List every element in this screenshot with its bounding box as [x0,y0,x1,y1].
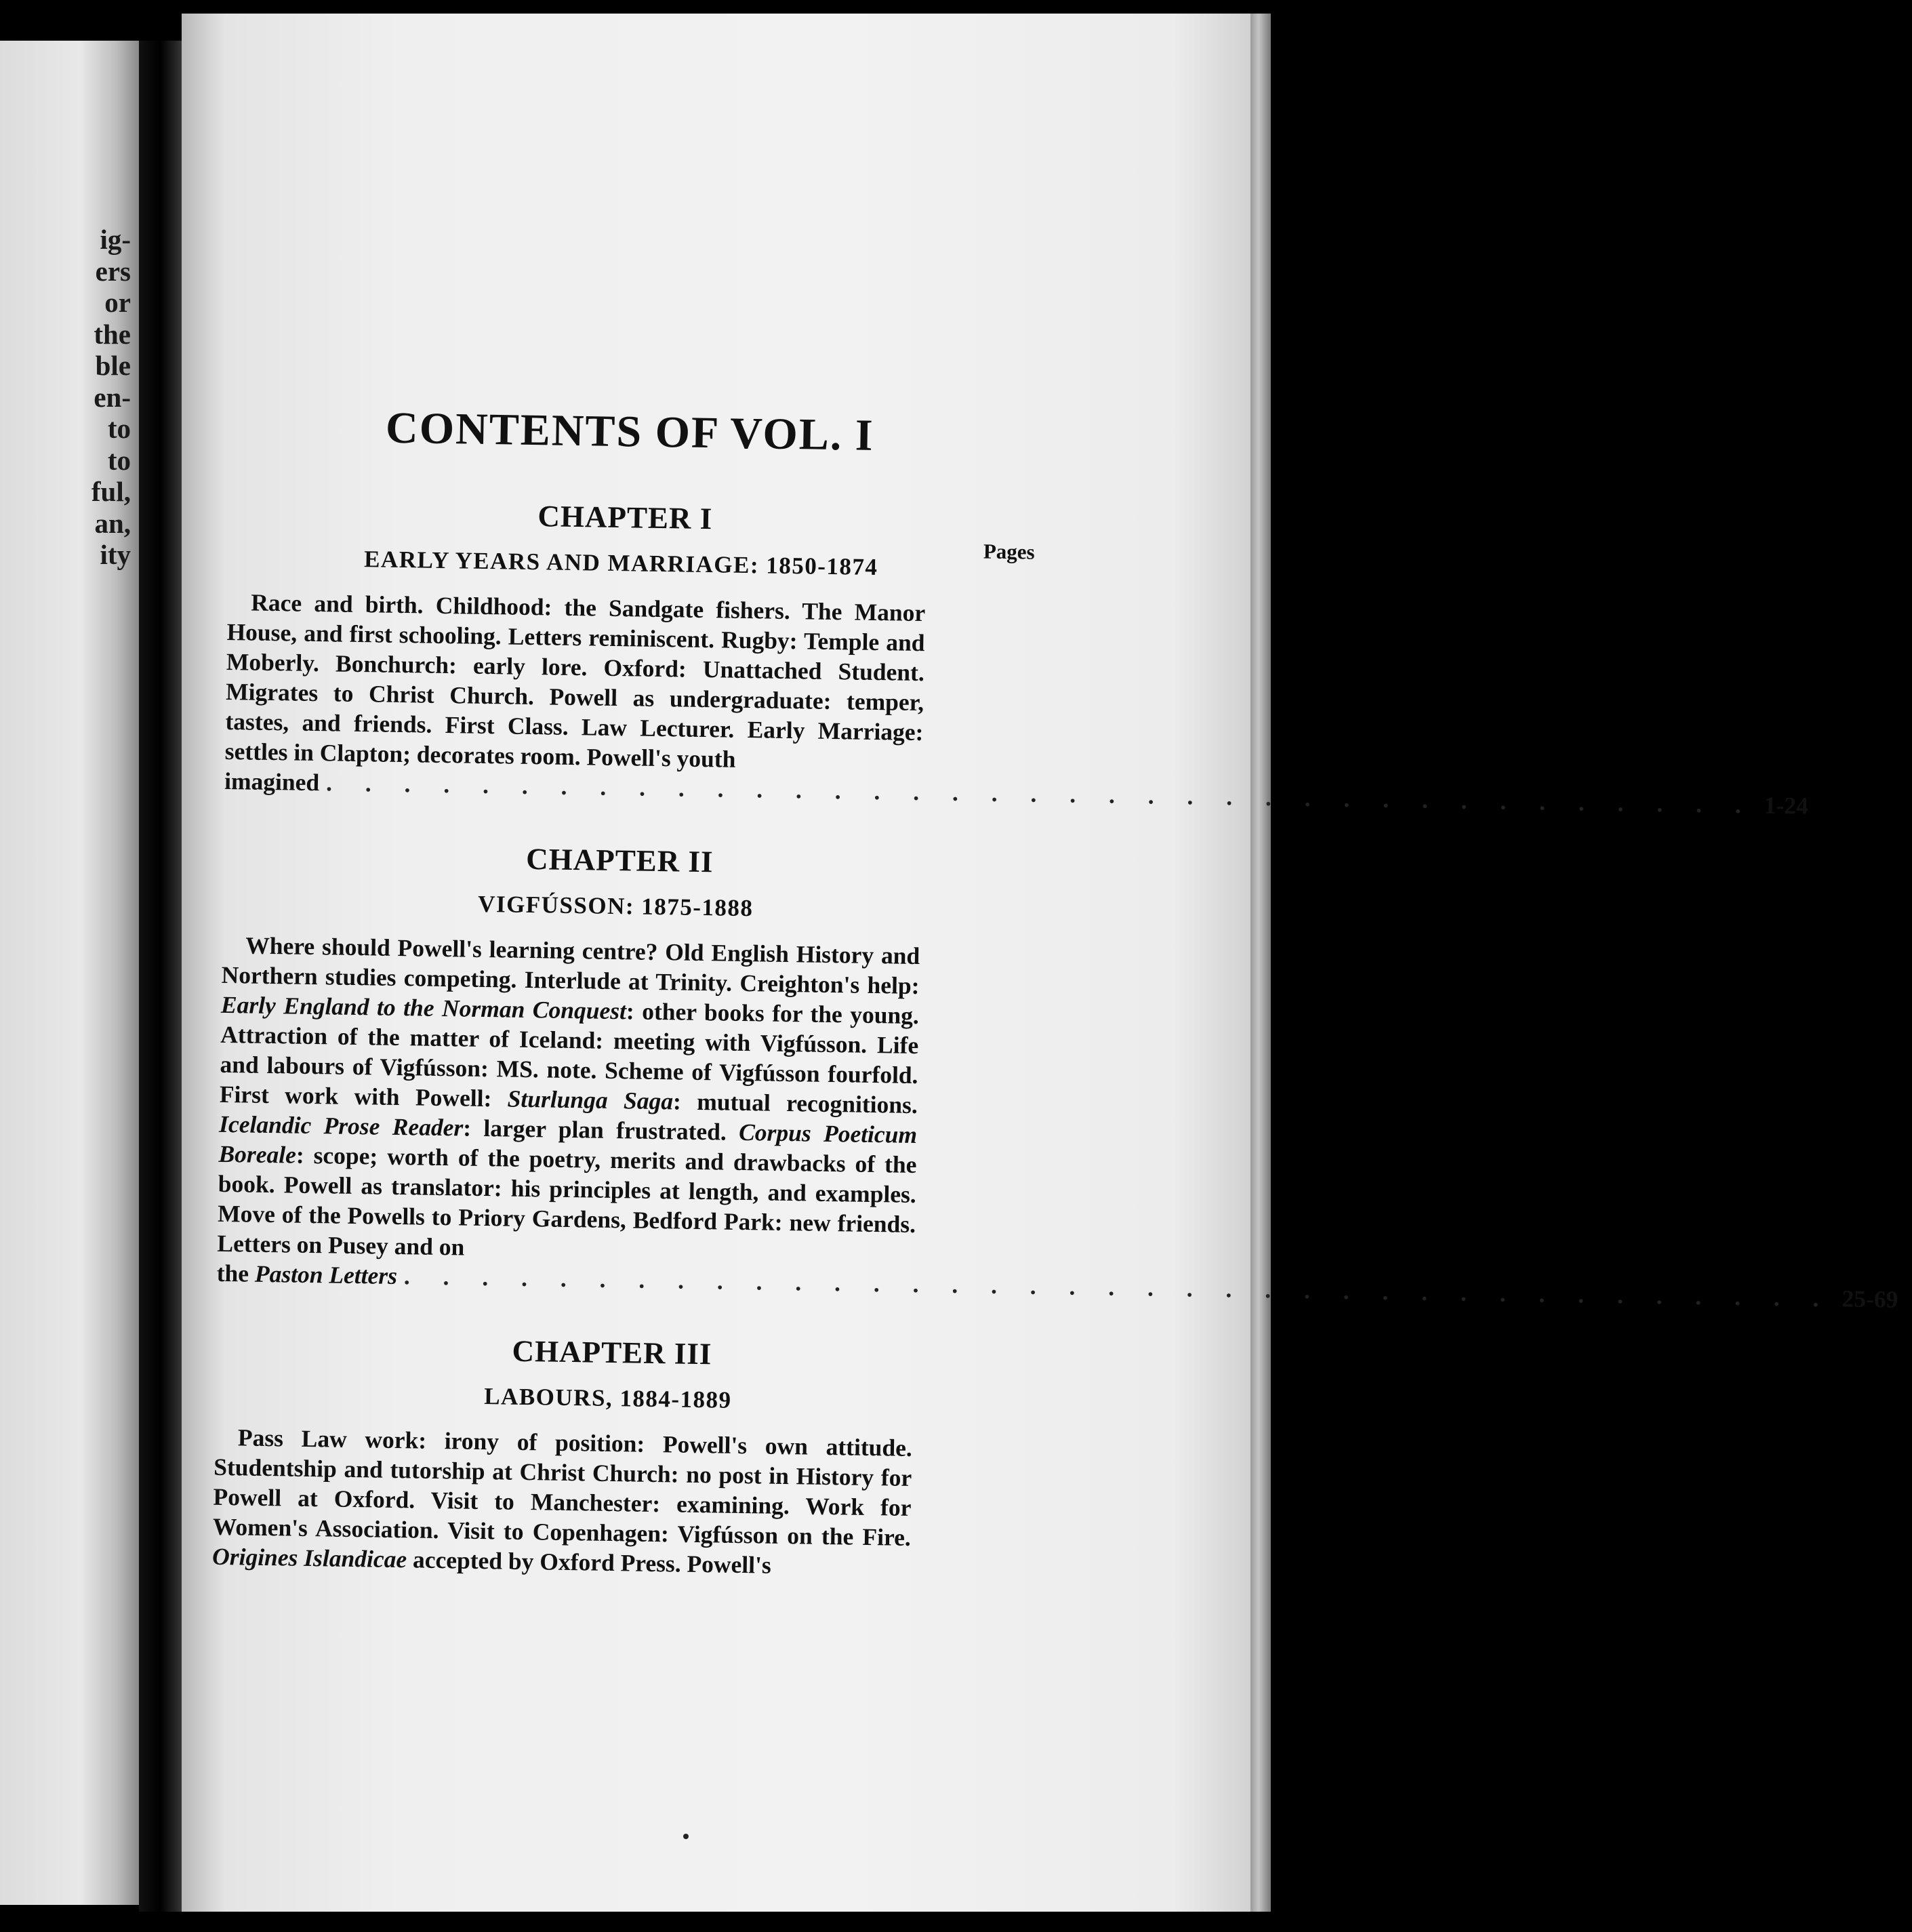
page-speck [683,1834,689,1839]
summary-segment: : mutual recognitions. [672,1087,918,1119]
chapter-2 [216,837,1898,1313]
chapter-heading: CHAPTER II [525,841,714,879]
chapter-heading: CHAPTER III [512,1333,712,1371]
chapter-summary [212,1422,912,1582]
chapter-3 [212,1329,995,1584]
left-fragment: ble [95,350,131,381]
book-gutter-shadow [139,41,186,1912]
left-fragment: ity [100,539,131,570]
summary-segment: Where should Powell's learning centre? Old English History and Northern studies competing. Interlude at Trinity. Creighton's help: [221,931,920,1000]
chapter-subtitle: LABOURS, 1884-1889 [483,1383,732,1413]
chapter-subtitle-row [222,887,1002,926]
left-fragment: an, [94,507,131,539]
book-title: Corpus Poeticum Boreale [218,1118,918,1169]
left-fragment: the [94,318,131,350]
left-facing-page [0,41,146,1905]
chapter-heading: CHAPTER I [537,499,713,536]
chapter-summary [224,587,1809,820]
scan-speck [141,1376,168,1386]
page-title: CONTENTS OF VOL. I [385,403,875,460]
left-fragment: ful, [91,476,131,507]
summary-last-words: imagined [224,767,320,797]
left-fragment: ig- [100,224,131,255]
summary-segment: : other books for the young. Attraction of the matter of Iceland: meeting with Vigfússon. Life and labours of Vigfússon: MS. note. Scheme of Vigfússon fourfold. First work with Powell: [219,997,920,1112]
summary-segment: : scope; worth of the poetry, merits and drawbacks of the book. Powell as translator: his principles at length, and examples. Move of the Powells to Priory Gardens, Bedford Park: new friends. Letters on Pusey and on [217,1141,917,1261]
dot-leader: . . . . . . . . . . . . . . . . . . . . . . . . . . . . . . . . . . . . . [403,1262,1833,1312]
book-title: Icelandic Prose Reader [218,1110,464,1142]
summary-segment: the [216,1259,256,1287]
summary-text [217,930,920,1269]
left-fragment: or [104,287,131,318]
summary-last-words [216,1258,397,1291]
summary-segment: Pass Law work: irony of position: Powell's own attitude. Studentship and tutorship at Christ Church: no post in History for Powell at Oxford. Visit to Manchester: examining. Work for Women's Association. Visit to Copenhagen: Vigfússon on the Fire. [212,1424,913,1551]
summary-segment: accepted by Oxford Press. Powell's [406,1546,772,1579]
chapter-1 [224,494,1809,820]
chapter-subtitle-row [228,539,1035,583]
left-fragment: en- [94,381,131,413]
page-range: 1-24 [1764,791,1809,820]
chapter-subtitle: EARLY YEARS AND MARRIAGE: 1850-1874 [363,546,878,581]
book-title: Sturlunga Saga [507,1085,674,1115]
chapter-subtitle: VIGFÚSSON: 1875-1888 [477,890,754,922]
book-title: Early England to the Norman Conquest [220,990,627,1025]
summary-segment: : larger plan frustrated. [462,1114,739,1146]
summary-text [212,1422,912,1582]
page-range: 25-69 [1842,1285,1898,1313]
book-title: Paston Letters [254,1260,398,1290]
left-fragment: to [107,444,131,476]
contents-body [211,400,1898,1624]
chapter-summary [216,930,1898,1313]
left-fragment: ers [95,255,131,287]
page-edge [1250,14,1271,1912]
left-page-text-fragments [91,224,131,571]
chapter-subtitle-row [215,1379,994,1418]
dot-leader: . . . . . . . . . . . . . . . . . . . . . . . . . . . . . . . . . . . . . [325,769,1755,819]
summary-text: Race and birth. Childhood: the Sandgate fishers. The Manor House, and first schooling. Letters reminiscent. Rugby: Temple and Moberly. Bonchurch: early lore. Oxford: Unattached Student. Migrates to Christ Church. Powell as undergraduate: temper, tastes, and friends. First Class. Law Lecturer. Early Marriage: settles in Clapton; decorates room. Powell's youth [224,588,926,773]
left-fragment: to [107,413,131,444]
pages-column-label: Pages [983,539,1035,564]
book-title: Origines Islandicae [211,1542,407,1573]
